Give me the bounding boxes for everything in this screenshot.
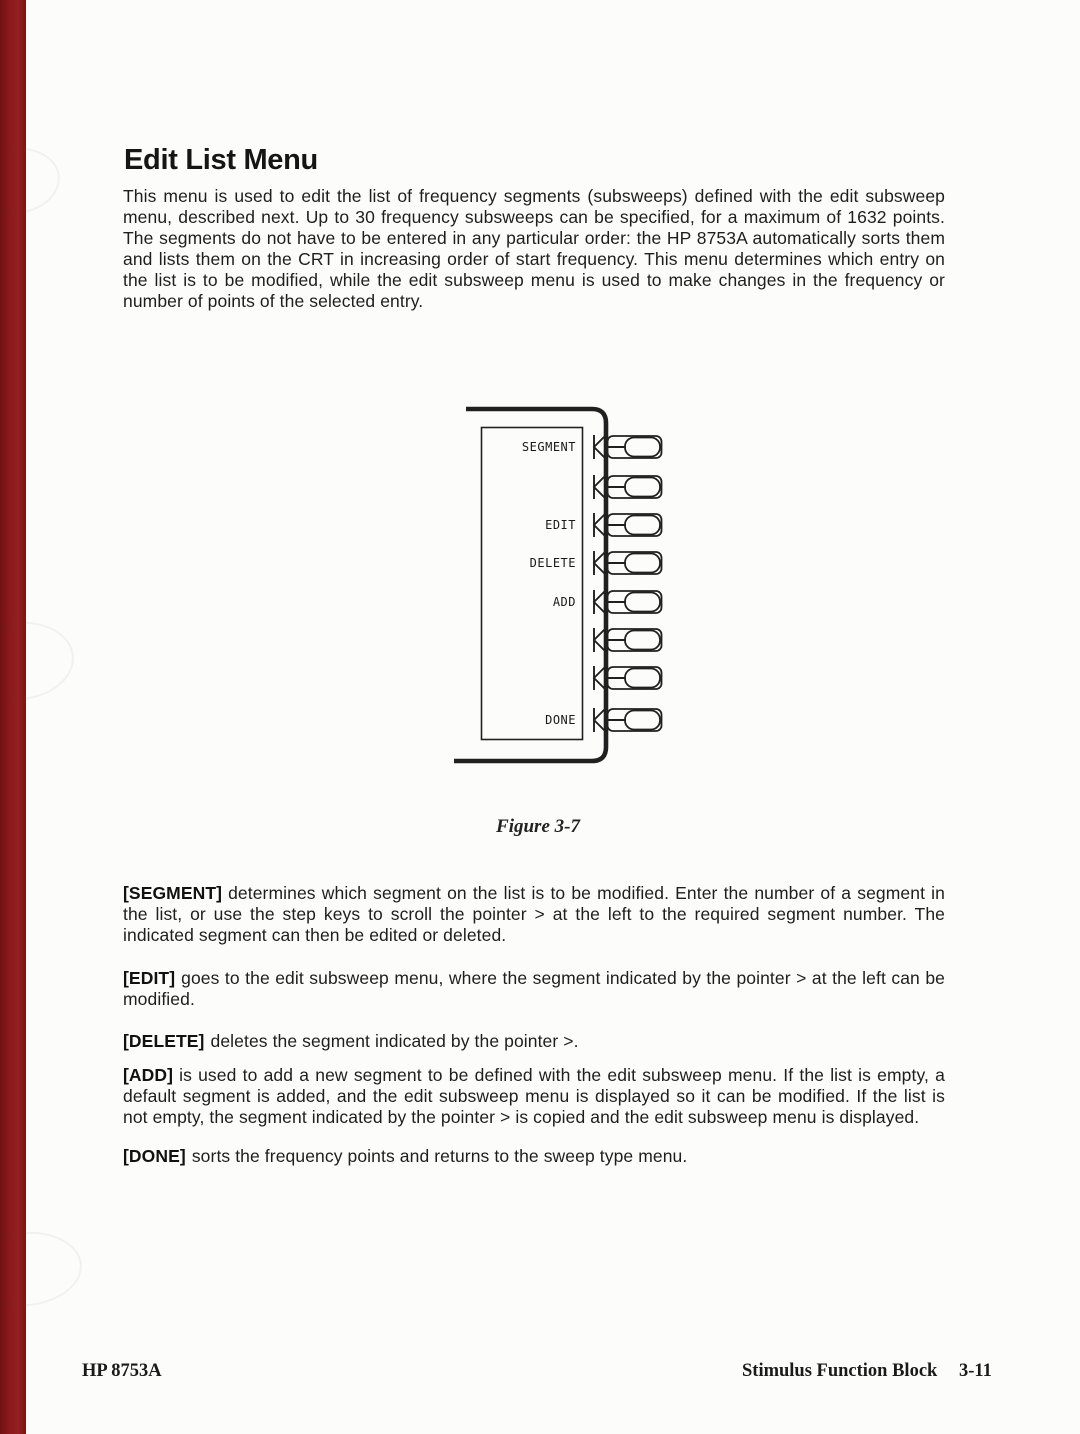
paragraph-text: goes to the edit subsweep menu, where the segment indicated by the pointer > at the left can be modified.	[123, 967, 945, 1009]
section-title: Edit List Menu	[124, 144, 318, 176]
softkey-button-cap	[625, 478, 660, 497]
softkey-label: ADD	[552, 595, 576, 609]
scan-artifact	[0, 142, 64, 220]
pointer-arrow-icon	[594, 551, 626, 575]
softkey-button-cap	[625, 438, 660, 457]
softkey-row	[545, 513, 661, 537]
pointer-arrow-icon	[594, 513, 626, 537]
softkey-button-cap	[625, 593, 660, 612]
softkey-row	[522, 435, 662, 459]
softkey-label: SEGMENT	[521, 440, 576, 454]
pointer-arrow-icon	[594, 628, 626, 652]
paragraph-text: deletes the segment indicated by the pointer >.	[210, 1030, 579, 1051]
paragraph-edit	[123, 968, 945, 1010]
pointer-arrow-icon	[594, 666, 626, 690]
figure-caption: Figure 3-7	[496, 816, 580, 837]
softkey-button-cap	[625, 516, 660, 535]
softkey-label: DONE	[545, 713, 576, 727]
paragraph-text: determines which segment on the list is to be modified. Enter the number of a segment in the list, or use the step keys to scroll the pointer > at the left to the required segment number. The indicated segment can then be edited or deleted.	[123, 882, 945, 945]
paragraph-done	[123, 1146, 945, 1167]
softkey-button-cap	[625, 669, 660, 688]
softkey-label: DELETE	[529, 556, 576, 570]
pointer-arrow-icon	[594, 708, 626, 732]
paragraph-lead-segment: [SEGMENT]	[123, 882, 223, 903]
pointer-arrow-icon	[594, 475, 626, 499]
softkey-label: EDIT	[545, 518, 576, 532]
softkey-button-cap	[625, 631, 660, 650]
pointer-arrow-icon	[594, 435, 626, 459]
softkey-button-cap	[625, 711, 660, 730]
softkey-row	[530, 551, 662, 575]
pointer-arrow-icon	[594, 590, 626, 614]
paragraph-lead-delete: [DELETE]	[123, 1030, 205, 1051]
paragraph-text: is used to add a new segment to be defined with the edit subsweep menu. If the list is empty, a default segment is added, and the edit subsweep menu is displayed so it can be modified. If the list is not empty, the segment indicated by the pointer > is copied and the edit subsweep menu is displayed.	[123, 1064, 945, 1127]
figure-softkey-diagram	[445, 398, 667, 773]
intro-paragraph: This menu is used to edit the list of frequency segments (subsweeps) defined with the edit subsweep menu, described next. Up to 30 frequency subsweeps can be specified, for a maximum of 1632 points. The segments do not have to be entered in any particular order: the HP 8753A automatically sorts them and lists them on the CRT in increasing order of start frequency. This menu determines which entry on the list is to be modified, while the edit subsweep menu is used to make changes in the frequency or number of points of the selected entry.	[123, 186, 945, 311]
footer-page-number: 3-11	[959, 1361, 992, 1381]
softkey-row	[545, 708, 661, 732]
scan-artifact	[0, 617, 78, 706]
footer-model-number: HP 8753A	[82, 1361, 162, 1381]
paragraph-text: sorts the frequency points and returns to the sweep type menu.	[191, 1145, 688, 1166]
softkey-button-cap	[625, 554, 660, 573]
paragraph-delete	[123, 1031, 945, 1052]
paragraph-lead-done: [DONE]	[123, 1145, 186, 1166]
paragraph-lead-add: [ADD]	[123, 1064, 174, 1085]
paragraph-segment	[123, 883, 945, 946]
scan-artifact	[0, 1227, 85, 1310]
softkey-diagram-svg	[445, 398, 667, 773]
crt-menu-box	[482, 428, 583, 740]
book-spine-red-stripe	[0, 0, 26, 1434]
paragraph-add	[123, 1065, 945, 1128]
paragraph-lead-edit: [EDIT]	[123, 967, 176, 988]
footer-section-name: Stimulus Function Block	[742, 1361, 938, 1381]
